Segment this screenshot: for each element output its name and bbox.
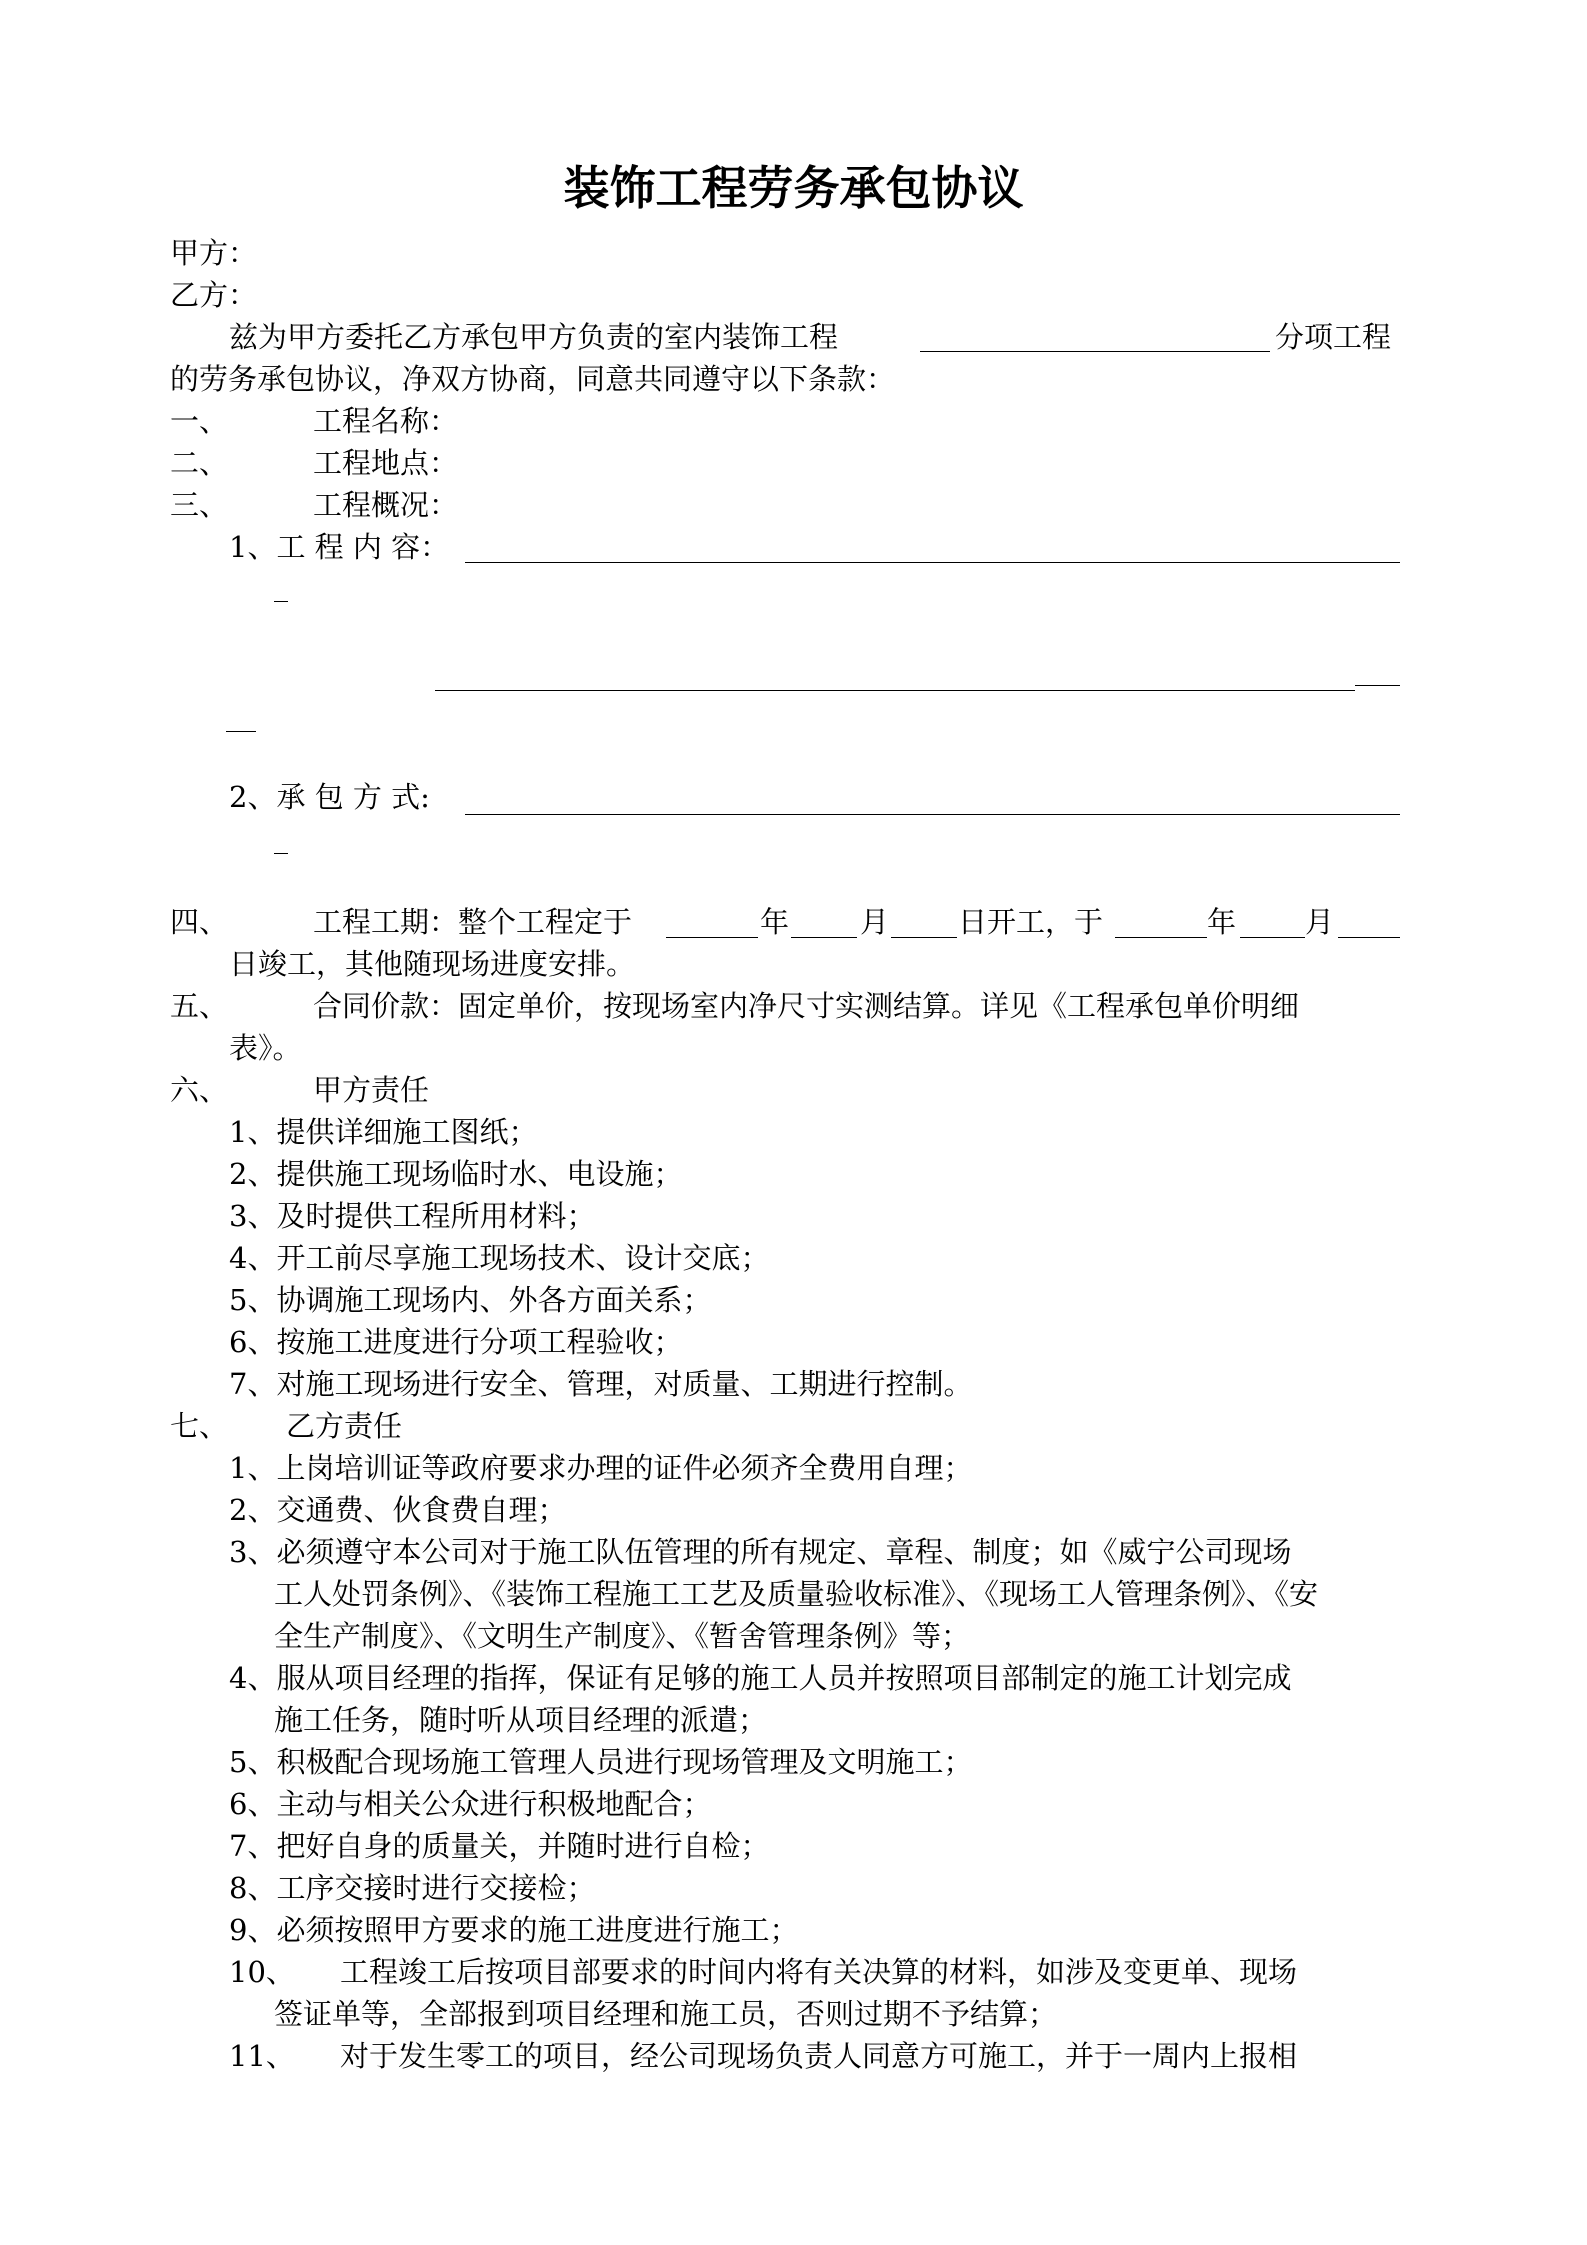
intro-text: 兹为甲方委托乙方承包甲方负责的室内装饰工程 [229, 320, 839, 354]
list-item: 对于发生零工的项目，经公司现场负责人同意方可施工，并于一周内上报相 [340, 2039, 1298, 2073]
section-6-number: 六、 [170, 1073, 229, 1107]
list-item: 工程竣工后按项目部要求的时间内将有关决算的材料，如涉及变更单、现场 [340, 1955, 1298, 1989]
document-title: 装饰工程劳务承包协议 [563, 161, 1024, 215]
intro-text-end: 分项工程 [1275, 320, 1392, 354]
section-4-text-line2: 日竣工，其他随现场进度安排。 [229, 947, 636, 981]
section-4-text: 工程工期：整个工程定于 [313, 905, 633, 939]
month-label: 月 [860, 905, 890, 939]
section-1-number: 一、 [170, 404, 229, 438]
list-item-continuation: 施工任务，随时听从项目经理的派遣； [274, 1703, 768, 1737]
end-year-blank [1115, 937, 1207, 938]
list-item-continuation: 全生产制度》、《文明生产制度》、《暂舍管理条例》等； [274, 1619, 971, 1653]
section-4-text-mid: 日开工，于 [958, 905, 1104, 939]
list-item: 7、把好自身的质量关，并随时进行自检； [229, 1829, 770, 1863]
list-item: 2、提供施工现场临时水、电设施； [229, 1157, 683, 1191]
end-day-blank [1338, 937, 1400, 938]
list-item: 4、开工前尽享施工现场技术、设计交底； [229, 1241, 770, 1275]
project-name-blank [920, 351, 1270, 352]
blank-dash [1355, 685, 1400, 686]
list-item: 1、提供详细施工图纸； [229, 1115, 538, 1149]
list-item-continuation: 签证单等，全部报到项目经理和施工员，否则过期不予结算； [274, 1997, 1058, 2031]
list-item: 3、及时提供工程所用材料； [229, 1199, 596, 1233]
list-item: 9、必须按照甲方要求的施工进度进行施工； [229, 1913, 799, 1947]
list-item: 2、交通费、伙食费自理； [229, 1493, 567, 1527]
list-item: 8、工序交接时进行交接检； [229, 1871, 596, 1905]
intro-text-line2: 的劳务承包协议，净双方协商，同意共同遵守以下条款： [170, 362, 896, 396]
section-5-text-line2: 表》。 [229, 1031, 302, 1065]
list-item-continuation: 工人处罚条例》、《装饰工程施工工艺及质量验收标准》、《现场工人管理条例》、《安 [274, 1577, 1319, 1611]
section-2-number: 二、 [170, 446, 229, 480]
start-day-blank [891, 937, 957, 938]
list-item: 7、对施工现场进行安全、管理，对质量、工期进行控制。 [229, 1367, 973, 1401]
contract-mode-label: 2、承 包 方 式: [229, 780, 430, 814]
section-6-title: 甲方责任 [313, 1073, 430, 1107]
contract-mode-blank [465, 814, 1400, 815]
list-item: 6、主动与相关公众进行积极地配合； [229, 1787, 712, 1821]
section-4-number: 四、 [170, 905, 229, 939]
list-item-number: 11、 [229, 2039, 295, 2073]
list-item: 5、协调施工现场内、外各方面关系； [229, 1283, 712, 1317]
blank-dash [274, 601, 288, 602]
start-month-blank [791, 937, 857, 938]
section-5-text: 合同价款：固定单价，按现场室内净尺寸实测结算。详见《工程承包单价明细 [313, 989, 1300, 1023]
list-item-number: 10、 [229, 1955, 295, 1989]
year-label: 年 [1207, 905, 1237, 939]
section-7-title: 乙方责任 [286, 1409, 403, 1443]
section-7-number: 七、 [170, 1409, 229, 1443]
list-item: 4、服从项目经理的指挥，保证有足够的施工人员并按照项目部制定的施工计划完成 [229, 1661, 1292, 1695]
section-3-text: 工程概况： [313, 488, 459, 522]
work-content-blank-2 [435, 690, 1355, 691]
section-3-number: 三、 [170, 488, 229, 522]
section-5-number: 五、 [170, 989, 229, 1023]
year-label: 年 [760, 905, 790, 939]
list-item: 6、按施工进度进行分项工程验收； [229, 1325, 683, 1359]
party-b-label: 乙方： [170, 278, 258, 312]
section-2-text: 工程地点： [313, 446, 459, 480]
party-a-label: 甲方： [170, 236, 258, 270]
start-year-blank [666, 937, 758, 938]
blank-dash [226, 731, 256, 732]
section-1-text: 工程名称： [313, 404, 459, 438]
month-label: 月 [1305, 905, 1335, 939]
blank-dash [274, 853, 288, 854]
list-item: 1、上岗培训证等政府要求办理的证件必须齐全费用自理； [229, 1451, 973, 1485]
list-item: 3、必须遵守本公司对于施工队伍管理的所有规定、章程、制度；如《威宁公司现场 [229, 1535, 1292, 1569]
list-item: 5、积极配合现场施工管理人员进行现场管理及文明施工； [229, 1745, 973, 1779]
end-month-blank [1240, 937, 1305, 938]
work-content-blank [465, 562, 1400, 563]
work-content-label: 1、工 程 内 容： [229, 530, 450, 564]
